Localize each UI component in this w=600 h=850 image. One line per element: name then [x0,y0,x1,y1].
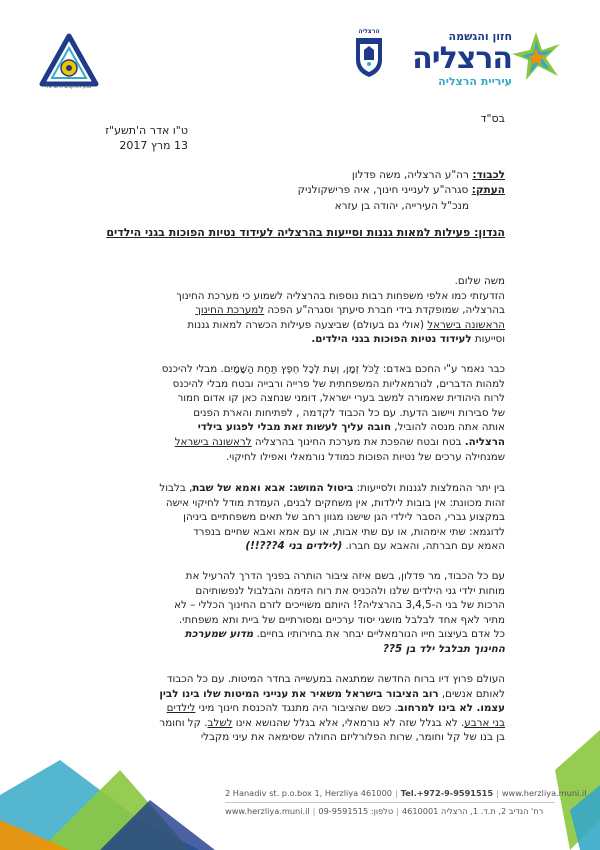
footer-divider [225,802,555,803]
p1-line: הזדעזתי כמו אלפי משפחות רבות נוספות בהרצליה לשמוע כי מערכת החינוך [176,289,505,302]
p4-line: עם כל הכבוד, מר פדלון, בשם איזה ציבור הותרה בפניך הדרך להרעיל את [185,570,505,582]
p5-underlined: לילדים [166,702,196,715]
p2-bold: חובה עליך לעשות זאת מבלי לפגוע בילדי [197,421,392,434]
p4-line: מתיר לאף אחד לבלבל מושגי יסוד ערכיים ומסורתיים של ביית ותא משפחתי. [178,613,505,626]
p2-line: כבר נאמר ע"י החכם באדם: לַכֹּל זְמָן, וְעֵת לְכָל חֵפֶץ תַּחַת הַשָּׁמָיִם. מבלי להיכנס [161,363,505,375]
to-value: רה"ע הרצליה, משה פדלון [351,169,469,181]
p4-line: הרכות של בני ה-3,4,5 בהרצליה?! היותם משוייכים לזרם החינוך הכללי – לא [174,599,505,612]
cc-value: סגרה"ע לענייני חינוך, איה פרישקולניק [297,184,469,196]
footer-he-web[interactable]: www.herzliya.muni.il [225,806,310,816]
p1-line [77,303,505,318]
emblem-caption: הרצליה [358,28,380,35]
p3-text: האמא עם חברתה, והאבא עם חברו. [342,540,505,553]
gregorian-date: 13 מרץ 2017 [119,139,188,152]
p2-line: של סבירות ויישוב הדעת. עם כל הכבוד לקדמה , לפתיחות והארת הפנים [193,406,505,419]
footer-decoration [0,700,600,850]
brand-vision: חזון והגשמה [448,30,512,43]
paragraph-4 [77,569,505,657]
p5-line: בן בנו של קל וחומר, שרות הפלורליזם החולה שסימאה את עיני מקבלי [200,731,505,744]
p5-bold: עצמו. לא בינו למרחוב [397,702,505,715]
brand-subtitle: עיריית הרצליה [438,75,512,88]
p1-line [77,318,505,333]
footer-en-web[interactable]: www.herzliya.muni.il [501,788,587,798]
paragraph-1 [77,274,505,347]
p5-line [77,687,505,702]
p3-line [77,539,505,554]
footer-he-tel: 09-9591515 [318,806,369,816]
p5-underlined: לשלב [207,716,233,729]
cc-line [298,183,505,198]
besd-mark: בס"ד [480,112,505,125]
p3-bold: ביטול המושג: אבא ואמא של שבת [192,482,354,494]
footer-english-contact: 2 Hanadiv st. p.o.box 1, Herzliya 461000 | Tel.+972-9-9591515 | www.herzliya.muni.il [225,788,587,798]
p3-bold-italic: (לילדים בני 4???!!) [245,540,343,553]
footer-en-address: 2 Hanadiv st. p.o.box 1, Herzliya 461000 [225,788,393,798]
p2-line [77,420,505,435]
p3-text: , בלבול [159,482,193,494]
brand-city-name: הרצליה [412,41,512,76]
standards-institute-logo [34,32,104,92]
p2-line: למהות הדברים, לנורמאליות המשפחתית של פרייה ורבייה ובטח מבלי להיכנס [172,377,505,390]
footer-he-address: רח' הנדיב 2, ת.ד. 1, הרצליה 4610001 [401,806,544,816]
p3-line: זהות מכוונת: אין בובות לילדות, אין משחקים לבנים, העמדת מודל לחיקוי אישה [165,496,505,509]
p2-text: אותה אתה מנסה להוביל, [391,421,505,434]
p5-text: . לא בגלל שזה לא נורמאלי, אלא בגלל שהנושא אינו [232,716,465,729]
p1-text: (אולי גם בעולם) שביצעה פעילות הכשרה למאות גננות [187,318,428,331]
standards-logo-caption: מכון התקנים הישראלי [44,84,92,90]
to-label: לכבוד: [472,169,505,181]
p1-underlined: הראשונה בישראל [427,318,505,331]
p5-underlined: בני ארבע [464,716,505,729]
p1-line [77,332,505,347]
footer-en-tel: Tel.+972-9-9591515 [400,788,494,798]
p1-text: וסייעות [471,333,505,346]
p4-text: כל אדם בעיצוב חייו הנורמאליים יבחר את בחירותיו בחיים. [253,628,505,641]
p2-text: בטח ובטח שהפכת את מערכת החינוך בהרצליה [251,435,465,448]
p3-line: לדוגמא: שתי אימהות, או עם שתי אבות, או עם אמא ואבא שחיים בנפרד [193,525,505,538]
footer-hebrew-contact: www.herzliya.muni.il | 09-9591515 טלפון: | רח' הנדיב 2, ת.ד. 1, הרצליה 4610001 [225,806,544,816]
city-emblem-icon [354,30,384,78]
brand-block [392,30,512,89]
p2-line: שמנחילה ערכים של נטיות הפוכות כמודל נורמאלי ואפילו לחיקוי. [226,450,505,463]
paragraph-3 [77,481,505,554]
p2-underlined: לראשונה בישראל [174,435,252,448]
p5-line: העולם פרוץ דיו ברוח החדשה שמתגאה במעשייה בחדר המיטות. עם כל הכבוד [166,673,505,685]
p4-bold-italic: מדוע שמערכת [184,628,254,641]
footer-he-tel-label: טלפון: [370,806,394,816]
p1-line: משה שלום. [454,275,505,287]
cc-label: העתק: [471,184,505,196]
p1-bold: לעידוד נטיות הפוכות בגני הילדים. [311,333,472,346]
p4-line [77,627,505,642]
recipient-line [352,168,505,183]
p5-bold: רוב הציבור בישראל משאיר את ענייני המיטות שלו בינו לבין [159,687,439,700]
p2-line: לרוח היהודית שאמורה למשב בערי ישראל, דומני שנחצה כאן קו אדום חמור [177,392,505,405]
p5-text: לאותם אנשים, [438,687,505,700]
p4-line: מוחות ילדי גני הילדים שלנו ולהכניס את רוח הזימה והבלבול לנפשותיהם [195,584,505,597]
p1-underlined: למערכת החינוך [195,304,265,317]
p1-text: בהרצליה, שמופקדת בידי חברת סיעתך וסגרה"ע הפכה [264,304,505,317]
p3-line: במקצוע גברי, הסבר לילדי הגן שישנו מגוון רחב של תאים משפחתיים ביניהן [183,511,505,524]
p2-bold: הרצליה. [464,435,505,448]
p3-line [77,481,505,496]
herzliya-star-icon [510,30,562,82]
cc-line-2: מנכ"ל העירייה, יהודה בן עזרא [334,200,469,212]
p2-line [77,435,505,450]
paragraph-2 [77,362,505,464]
p5-text: . כשם שהציבור היה מתנגד להכנסת חינוך מיני [195,702,398,715]
p4-line: החינוך תבלבל ילד בן 5?? [383,642,505,655]
subject-line: הנדון: פעילות למאות גננות וסייעות בהרצליה לעידוד נטיות הפוכות בגני הילדים [106,226,505,239]
hebrew-date: ט"ו אדר ה'תשע"ז [105,124,188,137]
p3-text: בין יתר ההמלצות לגננות ולסייעות: [353,482,505,494]
p5-text: . קל וחומר [159,716,208,729]
